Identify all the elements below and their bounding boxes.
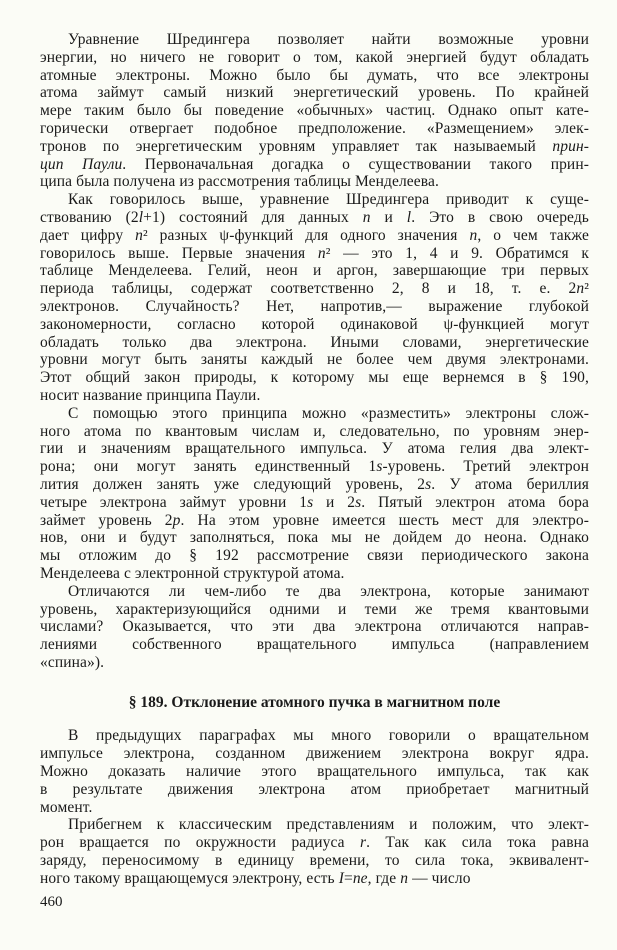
- text-line: Отличаются ли чем-либо те два электрона, которые занимают: [68, 582, 589, 600]
- text-line: Менделеева с электронной структурой атома.: [40, 564, 345, 582]
- text-line: энергии, но ничего не говорит о том, какой энергией будут обладать: [40, 48, 589, 66]
- text-line: Этот общий закон природы, к которому мы еще вернемся в § 190,: [40, 369, 589, 387]
- paragraph: [40, 405, 589, 583]
- text-line: Уравнение Шредингера позволяет найти возможные уровни: [68, 31, 589, 48]
- text-line: обладать только два электрона. Иными словами, энергетические: [40, 333, 589, 351]
- text-line: Можно доказать наличие этого вращательного импульса, так как: [40, 763, 589, 781]
- text-line: В предыдущих параграфах мы много говорили о вращательном: [68, 727, 589, 745]
- paragraph: [40, 31, 589, 191]
- text-line: импульсе электрона, созданном движением электрона вокруг ядра.: [40, 745, 589, 763]
- text-line: лениями собственного вращательного импульса (направлением: [40, 636, 589, 654]
- section-heading: § 189. Отклонение атомного пучка в магнитном поле: [128, 693, 501, 711]
- text-line: Прибегнем к классическим представлениям и положим, что элект-: [68, 816, 589, 834]
- page-number: 460: [40, 894, 63, 910]
- text-line: электронов. Случайность? Нет, напротив,— выражение глубокой: [40, 297, 589, 315]
- text-line: в результате движения электрона атом приобретает магнитный: [40, 780, 589, 798]
- text-line: нов, они и будут заполняться, пока мы не дойдем до неона. Однако: [40, 529, 589, 547]
- text-line: лития должен занять уже следующий уровень, 2s. У атома бериллия: [40, 475, 589, 493]
- text-line: рон вращается по окружности радиуса r. Так как сила тока равна: [40, 834, 589, 852]
- text-line: мы отложим до § 192 рассмотрение связи периодического закона: [40, 547, 589, 565]
- text-line: таблице Менделеева. Гелий, неон и аргон, завершающие три первых: [40, 262, 589, 280]
- text-line: уровень, характеризующийся одними и теми же тремя квантовыми: [40, 600, 589, 618]
- paragraph: [40, 727, 589, 816]
- text-line: тронов по энергетическим уровням управляет так называемый прин-: [40, 137, 589, 155]
- text-line: носит название принципа Паули.: [40, 386, 261, 404]
- text-line: горически отвергает подобное предположение. «Размещением» элек-: [40, 119, 589, 137]
- text-line: числами? Оказывается, что эти два электрона отличаются направ-: [40, 618, 589, 636]
- text-line: атомные электроны. Можно было бы думать, что все электроны: [40, 66, 589, 84]
- text-line: заряду, переносимому в единицу времени, то сила тока, эквивалент-: [40, 852, 589, 870]
- text-line: атома займут самый низкий энергетический уровень. По крайней: [40, 84, 589, 102]
- paragraph: [40, 816, 589, 887]
- text-line: ного атома по квантовым числам и, следовательно, по уровням энер-: [40, 422, 589, 440]
- text-line: четыре электрона займут уровни 1s и 2s. Пятый электрон атома бора: [40, 493, 589, 511]
- text-line: ципа была получена из рассмотрения таблицы Менделеева.: [40, 173, 439, 191]
- text-line: мере таким было бы поведение «обычных» частиц. Однако опыт кате-: [40, 102, 589, 120]
- paragraph: [40, 191, 589, 405]
- paragraph: [40, 583, 589, 672]
- text-line: ствованию (2l+1) состояний для данных n и l. Это в свою очередь: [40, 208, 589, 226]
- text-line: цип Паули. Первоначальная догадка о существовании такого прин-: [40, 155, 589, 173]
- text-line: закономерности, согласно которой одинаковой ψ-функцией могут: [40, 315, 589, 333]
- text-line: займет уровень 2p. На этом уровне имеется шесть мест для электро-: [40, 511, 589, 529]
- text-line: ного такому вращающемуся электрону, есть I=ne, где n — число: [40, 869, 471, 887]
- text-line: говорилось выше. Первые значения n² — это 1, 4 и 9. Обратимся к: [40, 244, 589, 262]
- text-line: момент.: [40, 798, 93, 816]
- text-line: гии и значениям вращательного импульса. У атома гелия два элект-: [40, 440, 589, 458]
- text-line: «спина»).: [40, 653, 105, 671]
- text-line: С помощью этого принципа можно «разместить» электроны слож-: [68, 404, 589, 422]
- text-line: уровни могут быть заняты каждый не более чем двумя электронами.: [40, 351, 589, 369]
- text-column: [40, 31, 589, 888]
- text-line: рона; они могут занять единственный 1s-уровень. Третий электрон: [40, 458, 589, 476]
- text-line: дает цифру n² разных ψ-функций для одного значения n, о чем также: [40, 226, 589, 244]
- text-line: Как говорилось выше, уравнение Шредингера приводит к суще-: [68, 191, 589, 209]
- text-line: периода таблицы, содержат соответственно 2, 8 и 18, т. е. 2n²: [40, 280, 589, 298]
